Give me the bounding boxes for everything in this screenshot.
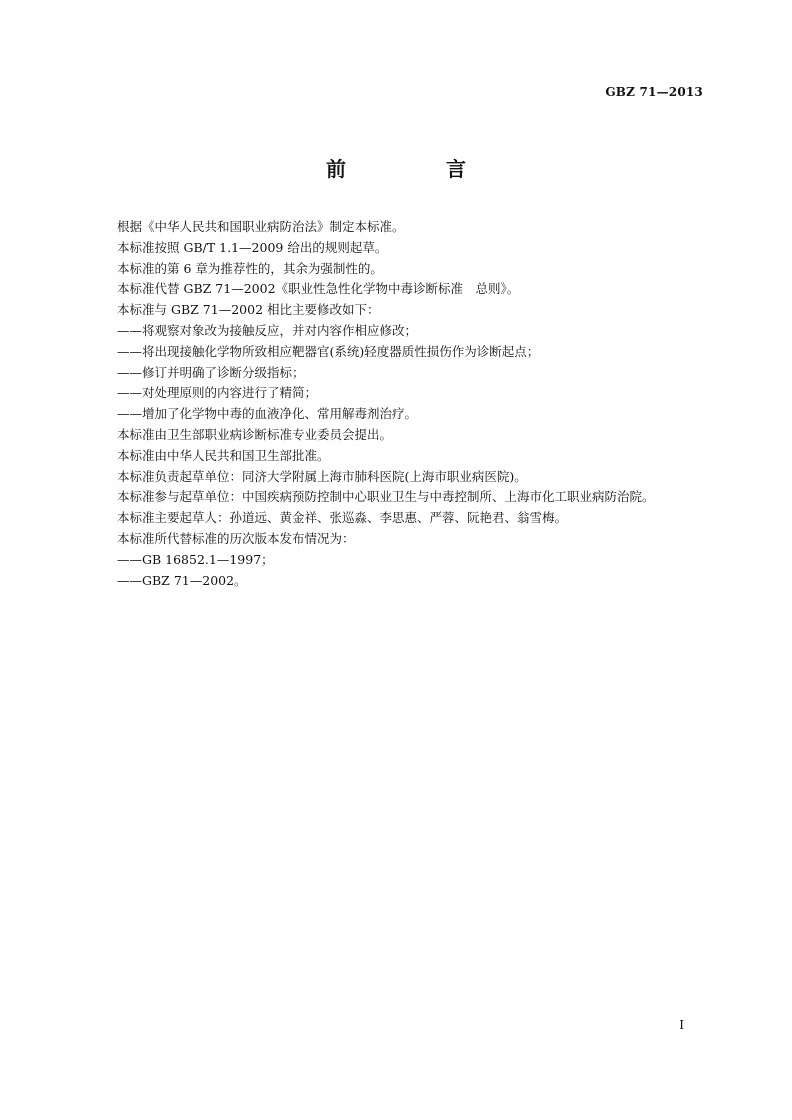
- list-item: ——将出现接触化学物所致相应靶器官(系统)轻度器质性损伤作为诊断起点；: [117, 343, 540, 359]
- list-item: ——增加了化学物中毒的血液净化、常用解毒剂治疗。: [117, 406, 418, 422]
- paragraph-line: 本标准参与起草单位：中国疾病预防控制中心职业卫生与中毒控制所、上海市化工职业病防治院。: [117, 489, 655, 505]
- list-item: ——对处理原则的内容进行了精简；: [117, 385, 318, 401]
- paragraph-line: 本标准负责起草单位：同济大学附属上海市肺科医院(上海市职业病医院)。: [117, 468, 527, 484]
- list-item: ——GBZ 71—2002。: [117, 572, 247, 588]
- paragraph-line: 本标准主要起草人：孙道远、黄金祥、张巡淼、李思惠、严蓉、阮艳君、翁雪梅。: [117, 510, 568, 526]
- standard-code: GBZ 71—2013: [605, 85, 703, 99]
- paragraph-line: 本标准的第 6 章为推荐性的，其余为强制性的。: [117, 260, 383, 276]
- paragraph-line: 本标准与 GBZ 71—2002 相比主要修改如下：: [117, 302, 380, 318]
- paragraph-line: 本标准由中华人民共和国卫生部批准。: [117, 447, 330, 463]
- foreword-body: [117, 217, 717, 591]
- list-item: ——GB 16852.1—1997；: [117, 551, 274, 567]
- paragraph-line: 本标准按照 GB/T 1.1—2009 给出的规则起草。: [117, 239, 388, 255]
- page-title: 前 言: [326, 157, 506, 181]
- paragraph-line: 本标准由卫生部职业病诊断标准专业委员会提出。: [117, 426, 393, 442]
- paragraph-line: 本标准代替 GBZ 71—2002《职业性急性化学物中毒诊断标准 总则》。: [117, 281, 520, 297]
- paragraph-line: 本标准所代替标准的历次版本发布情况为：: [117, 530, 355, 546]
- page-number: I: [679, 1018, 684, 1032]
- paragraph-line: 根据《中华人民共和国职业病防治法》制定本标准。: [117, 219, 405, 234]
- list-item: ——修订并明确了诊断分级指标；: [117, 364, 305, 380]
- list-item: ——将观察对象改为接触反应，并对内容作相应修改；: [117, 322, 418, 338]
